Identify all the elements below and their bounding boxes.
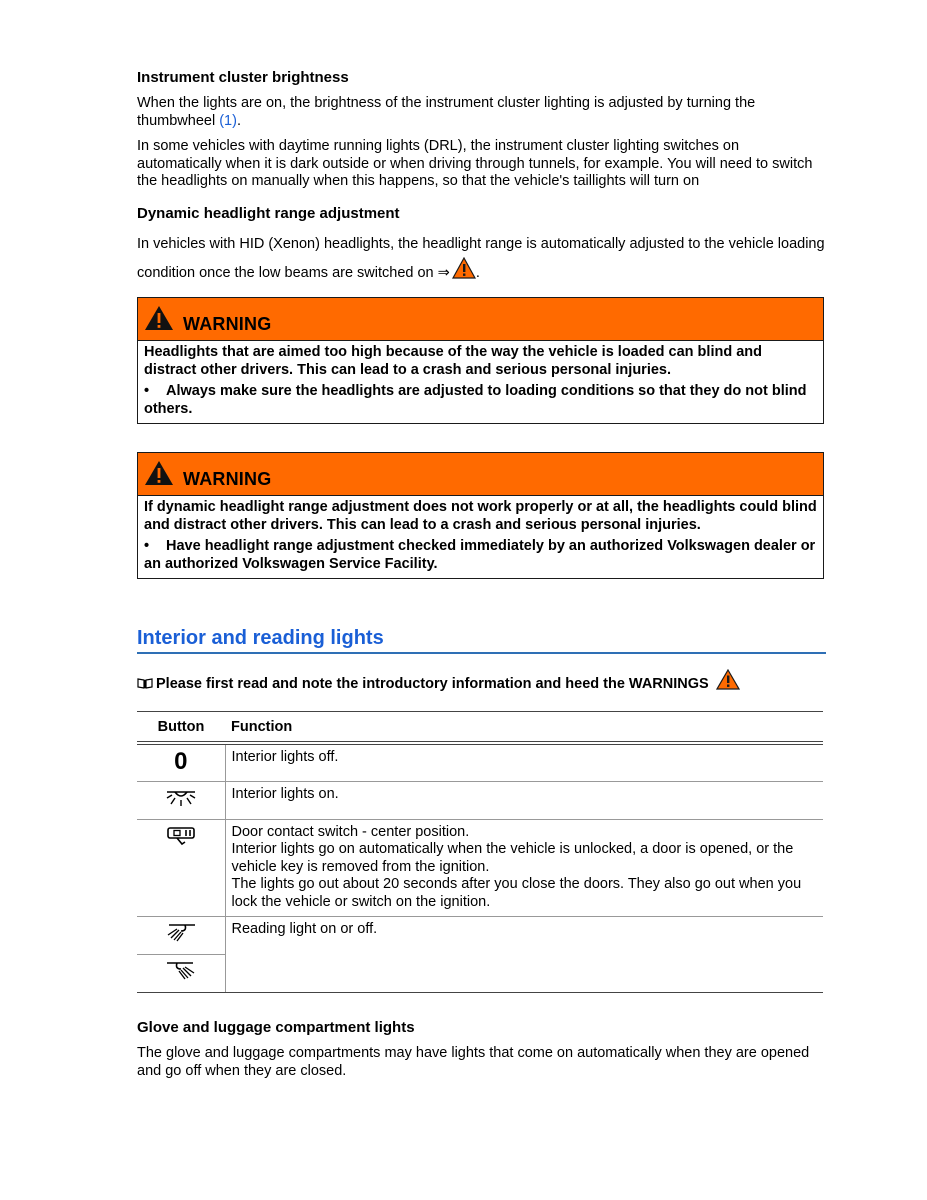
table-row [137, 743, 823, 781]
warning-triangle-icon[interactable] [716, 669, 740, 690]
zero-off-icon: 0 [174, 748, 188, 775]
paragraph-glove-luggage: The glove and luggage compartments may have lights that come on automatically when they are opened and go off when they are closed. [137, 1045, 810, 1079]
door-contact-icon [165, 824, 197, 848]
table-row [137, 916, 823, 954]
button-cell [137, 781, 225, 819]
warning-box-headlights-aimed [137, 297, 824, 424]
bullet-dot: • [144, 383, 150, 399]
button-function-table [137, 711, 823, 993]
warning-triangle-icon [144, 305, 174, 331]
table-row [137, 819, 823, 916]
function-line: The lights go out about 20 seconds after you close the doors. They also go out when you lock the vehicle or switch on the ignition. [231, 876, 802, 910]
heading-glove-luggage-lights: Glove and luggage compartment lights [137, 1019, 415, 1036]
warning-bullet: • Always make sure the headlights are adjusted to loading conditions so that they do not blind others. [144, 383, 807, 417]
warning-box-range-adjustment [137, 452, 824, 579]
function-cell: Reading light on or off. [225, 916, 823, 992]
warning-header [138, 298, 823, 341]
warning-triangle-icon [144, 460, 174, 486]
button-cell [137, 743, 225, 781]
warning-bullet: • Have headlight range adjustment checked immediately by an authorized Volkswagen dealer or an authorized Volkswagen Service Facility. [144, 538, 816, 572]
heading-dynamic-headlight: Dynamic headlight range adjustment [137, 205, 400, 222]
function-line: Interior lights go on automatically when the vehicle is unlocked, a door is opened, or the vehicle key is removed from the ignition. [231, 841, 794, 875]
button-cell [137, 819, 225, 916]
interior-light-on-icon [165, 786, 197, 808]
table-header-row [137, 712, 823, 744]
warning-body [138, 496, 823, 578]
warning-text: Headlights that are aimed too high because of the way the vehicle is loaded can blind and distract other drivers. This can lead to a crash and serious personal injuries. [144, 344, 762, 378]
function-cell [225, 819, 823, 916]
warning-body [138, 341, 823, 423]
warning-header [138, 453, 823, 496]
column-header-function: Function [225, 712, 823, 744]
paragraph-brightness: When the lights are on, the brightness of the instrument cluster lighting is adjusted by turning the thumbwheel (1). [137, 95, 756, 129]
function-cell: Interior lights on. [225, 781, 823, 819]
section-title-interior-lights: Interior and reading lights [137, 626, 826, 654]
warning-title: WARNING [183, 314, 272, 334]
button-cell [137, 916, 225, 954]
warning-title: WARNING [183, 469, 272, 489]
reading-light-right-icon [165, 959, 197, 981]
warning-triangle-icon[interactable] [452, 257, 476, 279]
intro-note: Please first read and note the introductory information and heed the WARNINGS [137, 669, 740, 693]
column-header-button: Button [137, 712, 225, 744]
warning-text: If dynamic headlight range adjustment does not work properly or at all, the headlights could blind and distract other drivers. This can lead to a crash and serious personal injuries. [144, 499, 817, 533]
bullet-dot: • [144, 538, 150, 554]
thumbwheel-link[interactable]: (1) [219, 112, 237, 129]
heading-instrument-cluster-brightness: Instrument cluster brightness [137, 69, 349, 86]
table-row [137, 781, 823, 819]
paragraph-drl: In some vehicles with daytime running lights (DRL), the instrument cluster lighting switches on automatically when it is dark outside or when driving through tunnels, for example. You will need to switch the headlights on manually when this happens, so that the vehicle's taillights will turn on [137, 138, 813, 189]
book-icon [137, 677, 153, 689]
function-cell: Interior lights off. [225, 743, 823, 781]
function-line: Door contact switch - center position. [231, 823, 470, 840]
paragraph-headlight-range: In vehicles with HID (Xenon) headlights, the headlight range is automatically adjusted to the vehicle loading condition once the low beams are switched on ⇒ . [137, 236, 825, 281]
reading-light-left-icon [165, 921, 197, 943]
button-cell [137, 954, 225, 992]
